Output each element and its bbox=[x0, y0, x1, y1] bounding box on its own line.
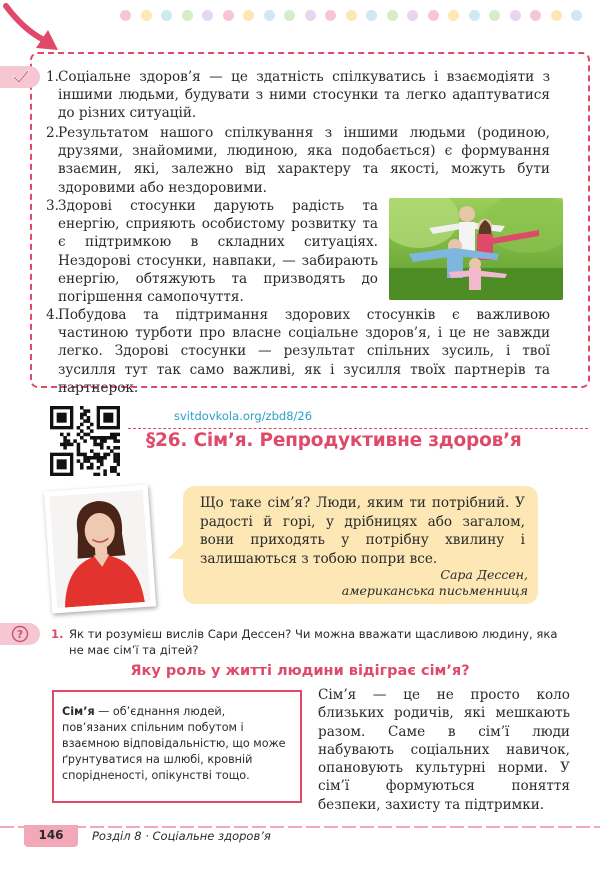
summary-item-num: 3. bbox=[46, 198, 59, 214]
check-icon bbox=[12, 69, 30, 85]
svg-text:?: ? bbox=[16, 628, 24, 641]
decorative-dot bbox=[571, 10, 582, 21]
decorative-dot bbox=[366, 10, 377, 21]
running-head: Розділ 8 · Соціальне здоров’я bbox=[92, 829, 271, 843]
decorative-dot bbox=[448, 10, 459, 21]
decorative-dot bbox=[243, 10, 254, 21]
definition-term: Сім’я bbox=[62, 705, 95, 718]
summary-item-text: Побудова та підтримання здорових стосунків є важливою частиною турботи про власне соціальне здоров’я, і це не завжди легко. Здорові стосунки — результат спільних зусиль, і твої зусилля тут так само важливі, як і зусилля твоїх партнерів та партнерок. bbox=[58, 307, 550, 396]
summary-item-num: 2. bbox=[46, 125, 59, 141]
decorative-dot bbox=[489, 10, 500, 21]
decorative-dot bbox=[161, 10, 172, 21]
quote-text: Що таке сім’я? Люди, яким ти потрібний. У радості й горі, у дрібницях або загалом, вони приходять у потрібну хвилину і залишаються з тобою попри все. bbox=[200, 495, 525, 567]
decorative-dot bbox=[428, 10, 439, 21]
definition-text bbox=[62, 704, 292, 784]
question-badge bbox=[0, 623, 40, 645]
definition-body: — об’єднання людей, пов’язаних спільним побутом і взаємною відповідальністю, що може ґрунтуватися на шлюбі, кровній спорідненості, опікунстві тощо. bbox=[62, 705, 286, 782]
decorative-dot bbox=[305, 10, 316, 21]
decorative-dot bbox=[530, 10, 541, 21]
question bbox=[51, 626, 569, 658]
summary-item bbox=[46, 197, 378, 306]
decorative-dot bbox=[551, 10, 562, 21]
decorative-dots bbox=[120, 10, 600, 24]
question-icon bbox=[11, 625, 29, 643]
subheading: Яку роль у житті людини відіграє сім’я? bbox=[130, 663, 470, 679]
question-text: Як ти розумієш вислів Сари Дессен? Чи можна вважати щасливою людину, яка не має сім’ї та дітей? bbox=[69, 627, 558, 657]
qr-code[interactable] bbox=[50, 406, 120, 476]
decorative-dot bbox=[407, 10, 418, 21]
decorative-dot bbox=[141, 10, 152, 21]
summary-item bbox=[46, 68, 550, 123]
decorative-dot bbox=[284, 10, 295, 21]
decorative-dot bbox=[202, 10, 213, 21]
author-portrait bbox=[49, 490, 151, 608]
check-badge bbox=[0, 66, 40, 88]
footer-rule bbox=[0, 825, 600, 833]
page-number: 146 bbox=[38, 828, 64, 842]
arrow-icon bbox=[0, 0, 70, 60]
summary-item bbox=[46, 306, 550, 397]
summary-item-num: 4. bbox=[46, 307, 59, 323]
decorative-dot bbox=[325, 10, 336, 21]
decorative-dot bbox=[223, 10, 234, 21]
summary-item-num: 1. bbox=[46, 69, 59, 85]
decorative-dot bbox=[182, 10, 193, 21]
decorative-dot bbox=[387, 10, 398, 21]
body-paragraph: Сім’я — це не просто коло близьких родичів, які мешкають разом. Саме в сім’ї люди набувають соціальних навичок, опановують культурні норми. У сім’ї формуються поняття безпеки, захисту та підтримки. bbox=[318, 687, 570, 813]
summary-item bbox=[46, 124, 550, 197]
quote-author bbox=[342, 567, 528, 598]
summary-item-text: Здорові стосунки дарують радість та енергію, сприяють особистому розвитку та є підтримкою в складних ситуаціях. Нездорові стосунки, навпаки, — забирають енергію, обтяжують та призводять до погіршення самопочуття. bbox=[58, 198, 378, 306]
section-title: §26. Сім’я. Репродуктивне здоров’я bbox=[146, 430, 522, 451]
quote-author-name: Сара Дессен, bbox=[440, 567, 528, 582]
section-link[interactable]: svitdovkola.org/zbd8/26 bbox=[174, 409, 313, 423]
decorative-dot bbox=[510, 10, 521, 21]
decorative-dot bbox=[264, 10, 275, 21]
quote-author-role: американська письменниця bbox=[341, 582, 528, 598]
question-num: 1. bbox=[51, 627, 64, 641]
family-photo bbox=[389, 198, 563, 300]
decorative-dot bbox=[120, 10, 131, 21]
decorative-dot bbox=[346, 10, 357, 21]
portrait-card bbox=[44, 485, 156, 614]
decorative-dot bbox=[469, 10, 480, 21]
summary-item-text: Результатом нашого спілкування з іншими людьми (родиною, друзями, знайомими, людиною, яка подобається) є формування взаємин, які, залежно від характеру та якості, можуть бути здоровими або нездоровими. bbox=[58, 125, 550, 196]
summary-item-text: Соціальне здоров’я — це здатність спілкуватись і взаємодіяти з іншими людьми, будувати з ними стосунки та легко адаптуватися до різних ситуацій. bbox=[58, 69, 550, 122]
section-divider bbox=[128, 428, 588, 429]
